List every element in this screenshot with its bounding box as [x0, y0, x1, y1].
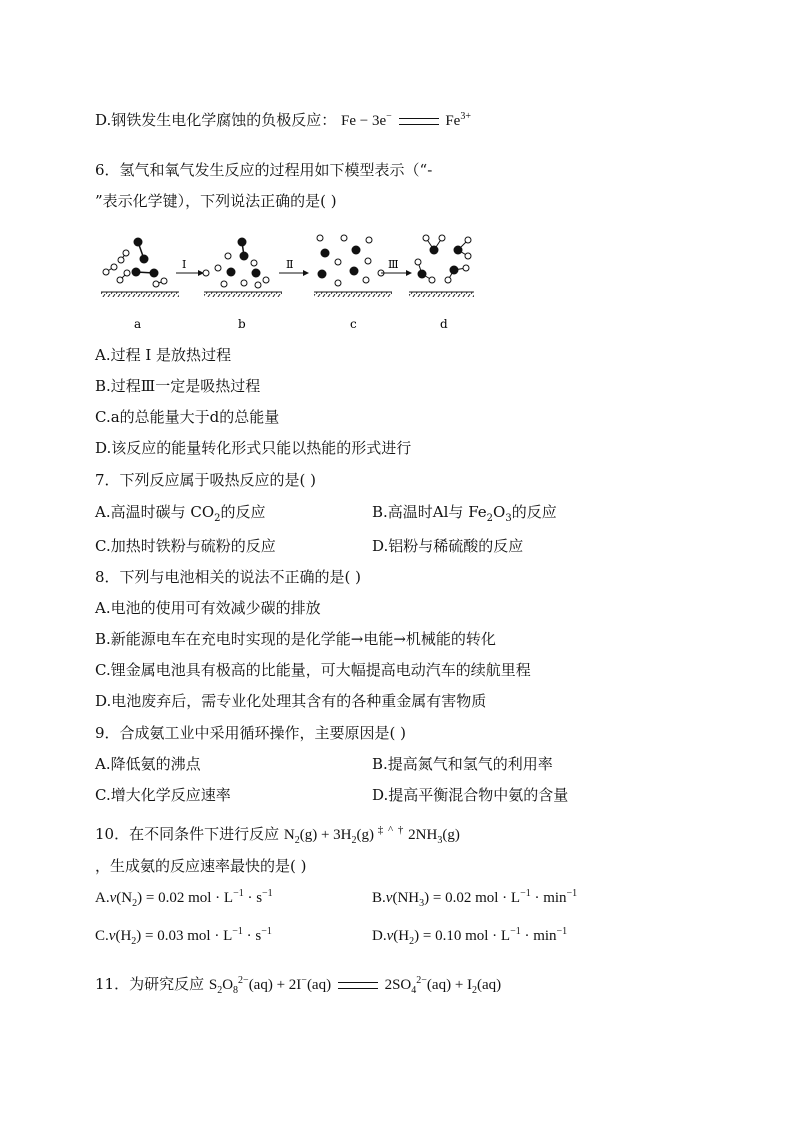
- eq-aq1: (aq) + 2I: [248, 977, 302, 993]
- q10-d-value: = 0.10 mol · L: [422, 928, 511, 944]
- rate-symbol: v: [385, 890, 393, 906]
- q5-option-d-equation: [341, 113, 471, 129]
- eq-prod1-sup: 2−: [416, 975, 427, 986]
- q7-a-prefix: A.高温时碳与 CO: [95, 503, 215, 521]
- eq-o-sup: 2−: [238, 975, 249, 986]
- q10-a-sup2: −1: [262, 888, 273, 899]
- eq-aq3: (aq) + I: [426, 977, 473, 993]
- q10-option-d: $D.v(H_2) = 0.10$ mol · $L^{-1} \cdot \min^{-1}$: [372, 926, 568, 947]
- q10-c-sup1: −1: [232, 926, 243, 937]
- reversible-arrow: ‡ ^ †: [377, 824, 405, 836]
- eq-s-sub: 2: [217, 985, 223, 996]
- q10-d-label: D.: [372, 928, 387, 944]
- q10-a-label: A.: [95, 890, 110, 906]
- eq-n-sub: 2: [294, 835, 300, 846]
- equals-bar: [338, 982, 378, 989]
- q9-stem: 9．合成氨工业中采用循环操作，主要原因是( ): [95, 724, 407, 742]
- eq-left-sup: −: [386, 111, 392, 122]
- eq-g3: (g): [442, 827, 460, 843]
- q10-stem-line2: ，生成氨的反应速率最快的是( ): [95, 857, 307, 875]
- q8-option-d: D.电池废弃后，需专业化处理其含有的各种重金属有害物质: [95, 692, 487, 710]
- rate-symbol: v: [108, 928, 116, 944]
- q10-option-c: $C.v(H_2) = 0.03$ mol · $L^{-1} \cdot s^{-1}$: [95, 926, 272, 947]
- q11-stem: [95, 974, 501, 995]
- q5-option-d-text: D.钢铁发生电化学腐蚀的负极反应：: [95, 111, 337, 129]
- q7-option-d: D.铝粉与稀硫酸的反应: [372, 537, 524, 555]
- eq-left: Fe − 3e: [341, 113, 387, 129]
- eq-i-sup: −: [301, 975, 307, 986]
- q7-b-suffix: 的反应: [511, 503, 557, 521]
- stage-label-a: a: [134, 317, 142, 331]
- q7-option-b: [372, 502, 557, 522]
- q7-b-mid: O: [493, 503, 506, 521]
- stage-c: [314, 235, 392, 297]
- eq-o-sub: 8: [233, 985, 239, 996]
- q10-b-value: = 0.02 mol · L: [432, 890, 521, 906]
- stage-label-c: c: [350, 317, 357, 331]
- q10-c-value: = 0.03 mol · L: [145, 928, 233, 944]
- stage-b: [203, 238, 282, 298]
- q10-d-sup1: −1: [510, 926, 521, 937]
- q8-stem: 8．下列与电池相关的说法不正确的是( ): [95, 568, 362, 586]
- q10-a-sup1: −1: [233, 888, 244, 899]
- q10-b-species-sub: 3: [419, 898, 425, 909]
- eq-right-sup: 3+: [460, 111, 471, 122]
- q10-c-species: H: [120, 928, 132, 944]
- stage-a: [101, 238, 179, 298]
- eq-right: Fe: [445, 113, 461, 129]
- q6-option-b: B.过程Ⅲ一定是吸热过程: [95, 377, 261, 395]
- q6-stem-line1: 6．氢气和氧气发生反应的过程用如下模型表示（“-: [95, 161, 433, 179]
- eq-g1: (g) + 3H: [299, 827, 352, 843]
- stage-label-d: d: [440, 317, 448, 331]
- q7-a-sub: 2: [214, 513, 221, 524]
- q8-option-c: C.锂金属电池具有极高的比能量，可大幅提高电动汽车的续航里程: [95, 661, 531, 679]
- equals-bar: [399, 118, 439, 125]
- eq-s: S: [208, 977, 218, 993]
- q10-b-label: B.: [372, 890, 386, 906]
- q10-stem-line1: [95, 820, 460, 845]
- q10-a-value: = 0.02 mol · L: [145, 890, 234, 906]
- arrow-3: [381, 258, 412, 276]
- q10-stem-prefix: 10．在不同条件下进行反应: [95, 825, 284, 843]
- q9-option-c: C.增大化学反应速率: [95, 786, 231, 804]
- q9-option-b: B.提高氮气和氢气的利用率: [372, 755, 553, 773]
- q10-d-species-sub: 2: [409, 936, 415, 947]
- eq-aq4: (aq): [477, 977, 502, 993]
- stage-label-b: b: [238, 317, 246, 331]
- eq-prod: 2NH: [408, 827, 438, 843]
- reaction-model-diagram: [96, 228, 486, 338]
- q6-option-d: D.该反应的能量转化形式只能以热能的形式进行: [95, 439, 412, 457]
- q10-a-species-sub: 2: [132, 898, 138, 909]
- q9-option-d: D.提高平衡混合物中氨的含量: [372, 786, 569, 804]
- eq-g2: (g): [356, 827, 374, 843]
- stage-d: [409, 235, 474, 297]
- q7-option-a: [95, 502, 266, 522]
- q11-stem-prefix: 11．为研究反应: [95, 975, 209, 993]
- q8-option-a: A.电池的使用可有效减少碳的排放: [95, 599, 321, 617]
- q10-c-label: C.: [95, 928, 109, 944]
- q7-a-suffix: 的反应: [220, 503, 266, 521]
- surface-a: [101, 292, 179, 297]
- q10-b-unit2: · min: [530, 890, 567, 906]
- q10-c-species-sub: 2: [131, 936, 137, 947]
- q10-b-sup1: −1: [520, 888, 531, 899]
- arrow-1: [176, 258, 204, 276]
- eq-i2-sub: 2: [472, 985, 478, 996]
- eq-aq2: (aq): [306, 977, 332, 993]
- q10-equation: [283, 824, 460, 846]
- rate-symbol: v: [109, 890, 117, 906]
- q7-option-c: C.加热时铁粉与硫粉的反应: [95, 537, 276, 555]
- eq-h-sub: 2: [351, 835, 357, 846]
- q11-equation: [208, 975, 502, 996]
- q7-b-prefix: B.高温时Al与 Fe: [372, 503, 487, 521]
- q9-option-a: A.降低氨的沸点: [95, 755, 201, 773]
- q10-option-a: $A.v(N_2) = 0.02$ mol · $L^{-1} \cdot s^{-1}$: [95, 888, 273, 909]
- q10-c-unit2: · s: [242, 928, 262, 944]
- q10-b-sup2: −1: [566, 888, 578, 899]
- q7-stem: 7．下列反应属于吸热反应的是( ): [95, 471, 317, 489]
- q10-c-sup2: −1: [261, 926, 272, 937]
- q8-option-b: B.新能源电车在充电时实现的是化学能→电能→机械能的转化: [95, 630, 496, 648]
- q5-option-d: [95, 110, 471, 131]
- arrow-2-label: Ⅱ: [286, 258, 294, 271]
- arrow-1-label: Ⅰ: [182, 258, 187, 271]
- q10-option-b: $B.v(NH_3) = 0.02$ mol · $L^{-1} \cdot \min^{-1}$: [372, 888, 578, 909]
- q10-d-sup2: −1: [556, 926, 568, 937]
- q7-b-sub2: 3: [505, 513, 512, 524]
- q7-b-sub1: 2: [486, 513, 494, 524]
- q10-b-species: NH: [397, 890, 420, 906]
- arrow-3-label: Ⅲ: [388, 258, 399, 271]
- eq-n: N: [283, 827, 295, 843]
- q10-a-species: N: [121, 890, 133, 906]
- eq-prod-sub: 3: [437, 835, 443, 846]
- eq-prod1: 2SO: [384, 977, 412, 993]
- q6-option-c: C.a的总能量大于d的总能量: [95, 408, 280, 426]
- q6-stem-line2: ”表示化学键），下列说法正确的是( ): [95, 192, 337, 210]
- q10-d-unit2: · min: [520, 928, 557, 944]
- q6-option-a: A.过程 Ⅰ 是放热过程: [95, 346, 232, 364]
- rate-symbol: v: [386, 928, 394, 944]
- q10-a-unit2: · s: [243, 890, 263, 906]
- eq-prod1-sub: 4: [411, 985, 417, 996]
- q10-d-species: H: [398, 928, 410, 944]
- eq-o: O: [222, 977, 234, 993]
- arrow-2: [279, 258, 309, 276]
